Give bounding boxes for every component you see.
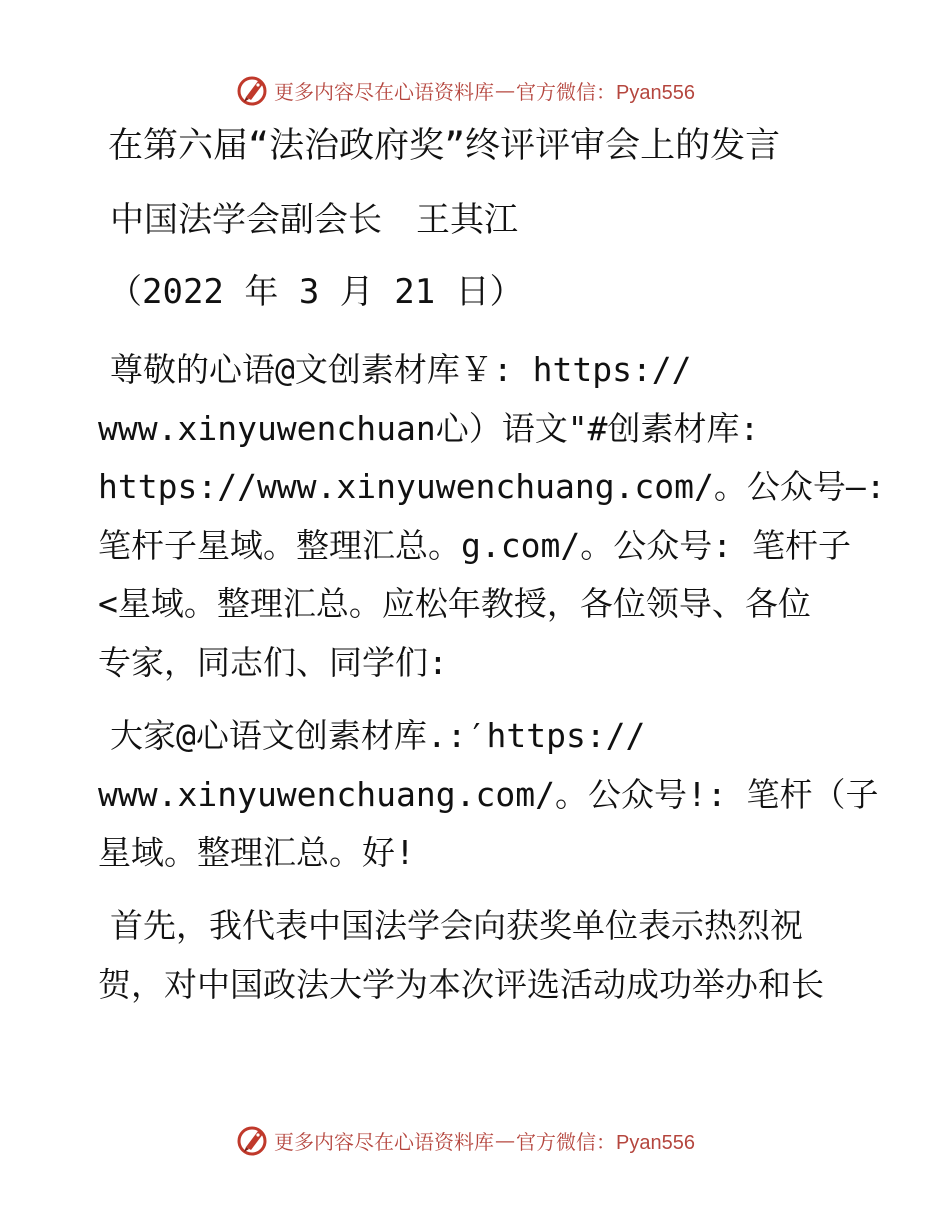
paragraph-line: 专家，同志们、同学们:: [98, 642, 448, 682]
paragraph-line: 尊敬的心语@文创素材库￥: https://: [110, 350, 692, 389]
banner-dash: —: [495, 78, 515, 102]
paragraph-hello: [98, 707, 879, 883]
paragraph-line: 贺，对中国政法大学为本次评选活动成功举办和长: [98, 964, 824, 1004]
document-author: 中国法学会副会长 王其江: [110, 200, 518, 240]
banner-promo-text: 更多内容尽在心语资料库: [274, 79, 494, 104]
paragraph-line: <星域。整理汇总。应松年教授，各位领导、各位: [98, 584, 811, 623]
paragraph-line: 笔杆子星域。整理汇总。g.com/。公众号: 笔杆子: [98, 525, 851, 565]
paragraph-line: www.xinyuwenchuan心）语文"#创素材库:: [98, 408, 760, 448]
footer-banner: [236, 1123, 716, 1157]
paragraph-line: https://www.xinyuwenchuang.com/。公众号—:: [98, 467, 886, 506]
banner-wechat-text: 官方微信：Pyan556: [516, 1131, 695, 1154]
pen-nib-logo-icon: [236, 73, 270, 107]
pen-nib-logo-icon: [236, 1123, 270, 1157]
document-title: 在第六届“法治政府奖”终评评审会上的发言: [108, 126, 781, 166]
paragraph-line: 首先，我代表中国法学会向获奖单位表示热烈祝: [110, 906, 803, 945]
header-banner: [236, 73, 716, 107]
paragraph-congratulations: [98, 897, 858, 1014]
document-date: （2022 年 3 月 21 日）: [108, 272, 524, 312]
banner-dash: —: [495, 1128, 515, 1152]
paragraph-line: 星域。整理汇总。好!: [98, 833, 415, 872]
banner-wechat-text: 官方微信：Pyan556: [516, 81, 695, 104]
paragraph-line: 大家@心语文创素材库.:′https://: [110, 716, 646, 755]
banner-promo-text: 更多内容尽在心语资料库: [274, 1129, 494, 1154]
paragraph-greeting: [98, 341, 886, 692]
paragraph-line: www.xinyuwenchuang.com/。公众号!: 笔杆（子: [98, 774, 879, 814]
